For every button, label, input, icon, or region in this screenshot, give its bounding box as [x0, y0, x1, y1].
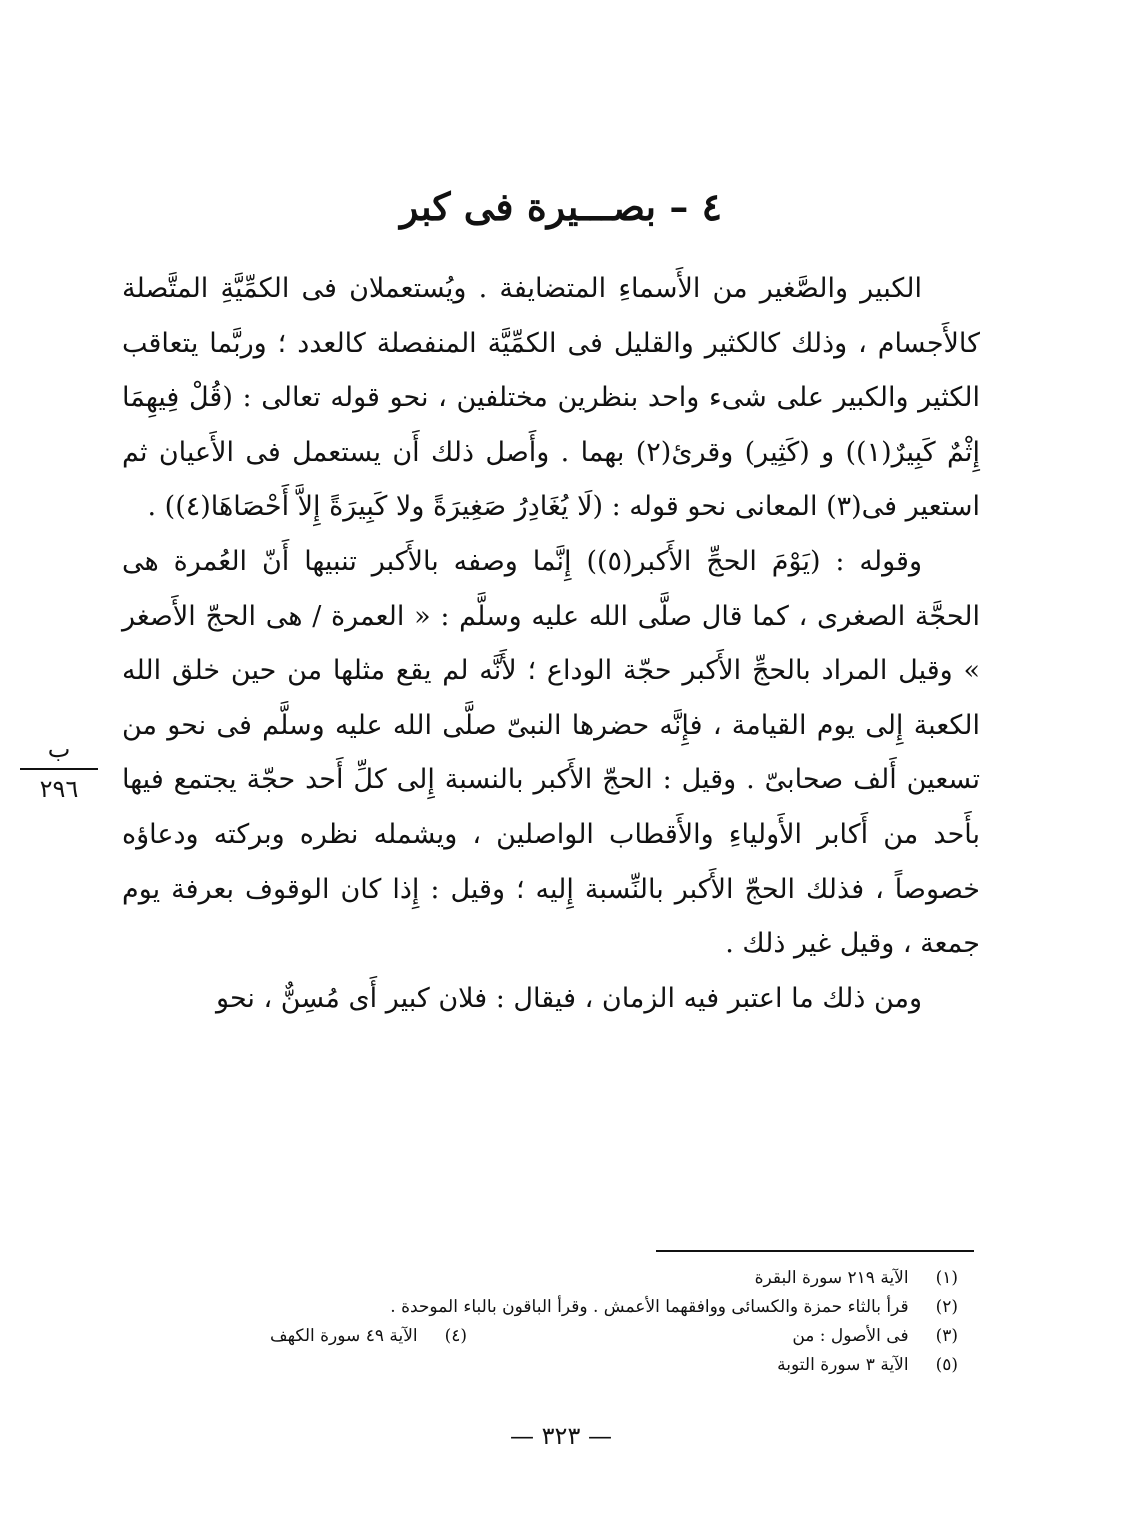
footnote-number: (٤): [444, 1326, 468, 1346]
footnote: [390, 1293, 958, 1322]
paragraph: ومن ذلك ما اعتبر فيه الزمان ، فيقال : فلان كبير أَى مُسِنٌّ ، نحو: [216, 982, 922, 1014]
paragraph: وقوله : (يَوْمَ الحجِّ الأَكبر(٥)) إِنَّما وصفه بالأَكبر تنبيها أَنّ العُمرة هى الحجَّة الصغرى ، كما قال صلَّى الله عليه وسلَّم : « العمرة / هى الحجّ الأَصغر » وقيل المراد بالحجِّ الأَكبر حجّة الوداع ؛ لأَنَّه لم يقع مثلها من حين خلق الله الكعبة إِلى يوم القيامة ، فإِنَّه حضرها النبىّ صلَّى الله عليه وسلَّم فى نحو من تسعين أَلف صحابىّ . وقيل : الحجّ الأَكبر بالنسبة إِلى كلِّ أَحد حجّة يجتمع فيها بأَحد من أَكابر الأَولياءِ والأَقطاب الواصلين ، ويشمله نظره وبركته ودعاؤه خصوصاً ، فذلك الحجّ الأَكبر بالنِّسبة إِليه ؛ وقيل : إِذا كان الوقوف بعرفة يوم جمعة ، وقيل غير ذلك .: [122, 545, 980, 960]
folio-number: ٢٩٦: [39, 775, 79, 803]
footnote-divider: [656, 1250, 974, 1252]
footnote-number: (٣): [935, 1326, 958, 1346]
footnote: [270, 1322, 467, 1351]
page-number: — ٣٢٣ —: [510, 1422, 612, 1450]
footnote: [755, 1264, 958, 1293]
footnote-number: (١): [935, 1268, 958, 1288]
footnote-text: قرأ بالثاء حمزة والكسائى ووافقهما الأعمش . وقرأ الباقون بالباء الموحدة .: [390, 1297, 909, 1317]
footnote: [777, 1351, 958, 1380]
body-text: [122, 262, 980, 1026]
paragraph: الكبير والصَّغير من الأَسماءِ المتضايفة . ويُستعملان فى الكمِّيَّةِ المتَّصلة كالأَجسام ، وذلك كالكثير والقليل فى الكمِّيَّة المنفصلة كالعدد ؛ وربَّما يتعاقب الكثير والكبير على شىء واحد بنظرين مختلفين ، نحو قوله تعالى : (قُلْ فِيهِمَا إِثْمٌ كَبِيرٌ(١)) و (كَثِير) وقرئ(٢) بهما . وأَصل ذلك أَن يستعمل فى الأَعيان ثم استعير فى(٣) المعانى نحو قوله : (لَا يُغَادِرُ صَغِيرَةً ولا كَبِيرَةً إِلاَّ أَحْصَاهَا(٤)) .: [122, 273, 980, 523]
footnote-row: [270, 1264, 958, 1293]
footnote-text: فى الأصول : من: [792, 1326, 909, 1346]
footnote: [792, 1322, 958, 1351]
manuscript-folio-note: [20, 732, 98, 806]
footnotes: [270, 1264, 958, 1380]
footnote-text: الآية ٣ سورة التوبة: [777, 1355, 909, 1375]
footnote-row: [270, 1322, 958, 1351]
folio-letter: ب: [20, 732, 98, 770]
chapter-title: ٤ – بصـــيرة فى كبر: [400, 184, 722, 229]
footnote-number: (٥): [935, 1355, 958, 1375]
footnote-row: [270, 1351, 958, 1380]
footnote-text: الآية ٢١٩ سورة البقرة: [754, 1268, 909, 1288]
footnote-number: (٢): [935, 1297, 958, 1317]
footnote-text: الآية ٤٩ سورة الكهف: [270, 1326, 418, 1346]
footnote-row: [270, 1293, 958, 1322]
